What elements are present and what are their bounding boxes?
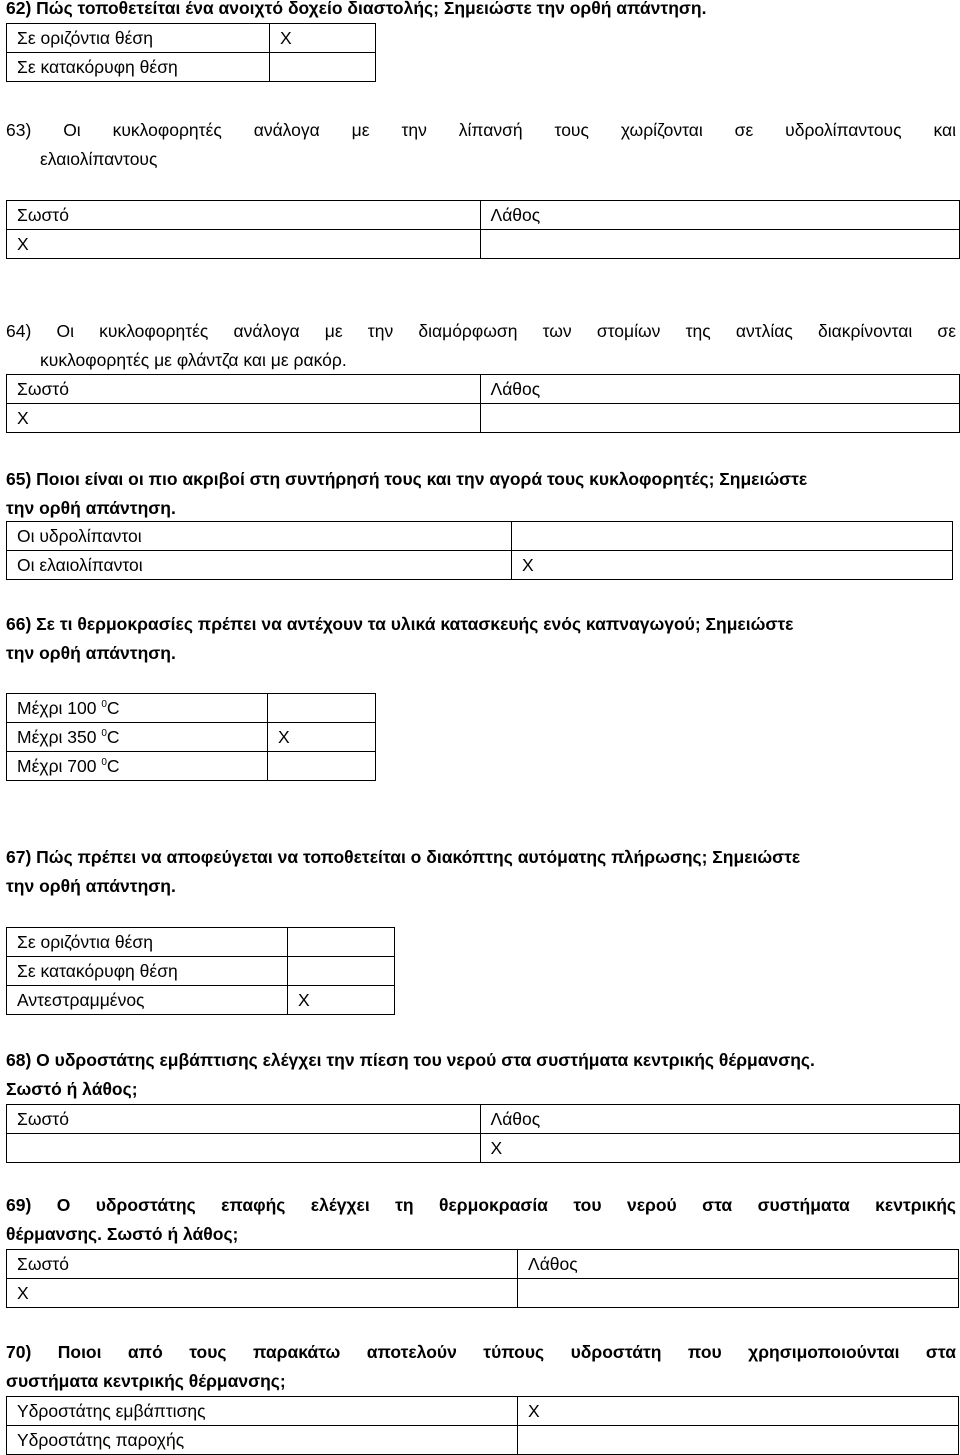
answer-option: Σε οριζόντια θέση xyxy=(7,24,270,53)
answer-correct-mark[interactable]: X xyxy=(7,1279,518,1308)
answer-mark[interactable] xyxy=(288,928,395,957)
question-68-answer-table xyxy=(6,1104,960,1163)
question-65-line-1: 65) Ποιοι είναι οι πιο ακριβοί στη συντήρησή τους και την αγορά τους κυκλοφορητές; Σημειώστε xyxy=(6,469,808,489)
question-63-line-1: 63) Οι κυκλοφορητές ανάλογα με την λίπανσή τους χωρίζονται σε υδρολίπαντους και xyxy=(6,120,956,140)
unit: C xyxy=(106,726,120,747)
answer-wrong-label: Λάθος xyxy=(518,1250,959,1279)
question-68-text xyxy=(6,1046,956,1104)
answer-option: Οι ελαιολίπαντοι xyxy=(7,551,512,580)
question-64-line-2: κυκλοφορητές με φλάντζα και με ρακόρ. xyxy=(40,350,347,370)
question-64-answer-table xyxy=(6,374,960,433)
answer-option: Σε κατακόρυφη θέση xyxy=(7,53,270,82)
answer-option xyxy=(7,694,268,723)
degree-sign: 0 xyxy=(101,727,107,739)
question-66-line-1: 66) Σε τι θερμοκρασίες πρέπει να αντέχουν τα υλικά κατασκευής ενός καπναγωγού; Σημειώστε xyxy=(6,614,794,634)
answer-row xyxy=(7,986,395,1015)
degree-sign: 0 xyxy=(101,698,107,710)
degree-sign: 0 xyxy=(101,756,107,768)
answer-wrong-label: Λάθος xyxy=(480,201,960,230)
question-69-text xyxy=(6,1191,956,1249)
question-64-line-1: 64) Οι κυκλοφορητές ανάλογα με την διαμόρφωση των στομίων της αντλίας διακρίνονται σε xyxy=(6,321,956,341)
answer-wrong-label: Λάθος xyxy=(480,375,960,404)
answer-row xyxy=(7,928,395,957)
answer-row xyxy=(7,1426,959,1455)
unit: C xyxy=(106,697,120,718)
question-67-text xyxy=(6,843,956,901)
question-63-answer-table xyxy=(6,200,960,259)
question-70-answer-table xyxy=(6,1396,959,1455)
answer-row xyxy=(7,1250,959,1279)
answer-option: Σε οριζόντια θέση xyxy=(7,928,288,957)
question-66-answer-table xyxy=(6,693,376,781)
answer-row xyxy=(7,1279,959,1308)
answer-row xyxy=(7,24,376,53)
question-65-text xyxy=(6,465,956,523)
answer-option: Αντεστραμμένος xyxy=(7,986,288,1015)
question-70-line-1: 70) Ποιοι από τους παρακάτω αποτελούν τύπους υδροστάτη που χρησιμοποιούνται στα xyxy=(6,1342,956,1362)
answer-correct-mark[interactable]: X xyxy=(7,404,481,433)
answer-row xyxy=(7,201,960,230)
question-68-line-2: Σωστό ή λάθος; xyxy=(6,1079,138,1099)
answer-row xyxy=(7,551,953,580)
answer-option xyxy=(7,723,268,752)
question-63-line-2: ελαιολίπαντους xyxy=(40,149,158,169)
question-66-text xyxy=(6,610,956,668)
answer-option: Οι υδρολίπαντοι xyxy=(7,522,512,551)
answer-correct-label: Σωστό xyxy=(7,1250,518,1279)
answer-mark[interactable] xyxy=(268,752,376,781)
question-70-text xyxy=(6,1338,956,1396)
answer-mark[interactable]: X xyxy=(518,1397,959,1426)
answer-mark[interactable] xyxy=(288,957,395,986)
question-67-line-2: την ορθή απάντηση. xyxy=(6,876,176,896)
answer-row xyxy=(7,1105,960,1134)
answer-correct-label: Σωστό xyxy=(7,201,481,230)
answer-wrong-mark[interactable] xyxy=(480,404,960,433)
question-70-line-2: συστήματα κεντρικής θέρμανσης; xyxy=(6,1371,286,1391)
answer-option: Υδροστάτης παροχής xyxy=(7,1426,518,1455)
question-68-line-1: 68) Ο υδροστάτης εμβάπτισης ελέγχει την πίεση του νερού στα συστήματα κεντρικής θέρμανσης. xyxy=(6,1050,815,1070)
answer-row xyxy=(7,694,376,723)
option-text: Μέχρι 350 xyxy=(17,726,97,747)
answer-correct-mark[interactable] xyxy=(7,1134,481,1163)
question-62-answer-table xyxy=(6,23,376,82)
option-text: Μέχρι 700 xyxy=(17,755,97,776)
answer-row xyxy=(7,723,376,752)
answer-option xyxy=(7,752,268,781)
answer-mark[interactable] xyxy=(268,694,376,723)
answer-row xyxy=(7,230,960,259)
answer-row xyxy=(7,1134,960,1163)
answer-row xyxy=(7,957,395,986)
question-64-text xyxy=(6,317,956,375)
answer-wrong-mark[interactable] xyxy=(518,1279,959,1308)
answer-mark[interactable] xyxy=(270,53,376,82)
question-69-answer-table xyxy=(6,1249,959,1308)
answer-row xyxy=(7,53,376,82)
answer-option: Σε κατακόρυφη θέση xyxy=(7,957,288,986)
answer-mark[interactable]: X xyxy=(512,551,953,580)
answer-mark[interactable] xyxy=(518,1426,959,1455)
question-69-line-1: 69) Ο υδροστάτης επαφής ελέγχει τη θερμοκρασία του νερού στα συστήματα κεντρικής xyxy=(6,1195,956,1215)
answer-wrong-mark[interactable]: X xyxy=(480,1134,960,1163)
answer-wrong-label: Λάθος xyxy=(480,1105,960,1134)
question-67-answer-table xyxy=(6,927,395,1015)
question-69-line-2: θέρμανσης. Σωστό ή λάθος; xyxy=(6,1224,239,1244)
answer-wrong-mark[interactable] xyxy=(480,230,960,259)
answer-row xyxy=(7,375,960,404)
answer-mark[interactable] xyxy=(512,522,953,551)
answer-row xyxy=(7,522,953,551)
unit: C xyxy=(106,755,120,776)
question-65-line-2: την ορθή απάντηση. xyxy=(6,498,176,518)
answer-correct-label: Σωστό xyxy=(7,375,481,404)
answer-option: Υδροστάτης εμβάπτισης xyxy=(7,1397,518,1426)
answer-row xyxy=(7,404,960,433)
question-67-line-1: 67) Πώς πρέπει να αποφεύγεται να τοποθετείται ο διακόπτης αυτόματης πλήρωσης; Σημειώστε xyxy=(6,847,801,867)
question-66-line-2: την ορθή απάντηση. xyxy=(6,643,176,663)
question-63-text xyxy=(6,116,956,174)
question-65-answer-table xyxy=(6,521,953,580)
answer-row xyxy=(7,1397,959,1426)
answer-row xyxy=(7,752,376,781)
answer-correct-label: Σωστό xyxy=(7,1105,481,1134)
answer-correct-mark[interactable]: X xyxy=(7,230,481,259)
option-text: Μέχρι 100 xyxy=(17,697,97,718)
answer-mark[interactable]: X xyxy=(268,723,376,752)
answer-mark[interactable]: X xyxy=(270,24,376,53)
question-62-text: 62) Πώς τοποθετείται ένα ανοιχτό δοχείο διαστολής; Σημειώστε την ορθή απάντηση. xyxy=(6,0,707,18)
answer-mark[interactable]: X xyxy=(288,986,395,1015)
